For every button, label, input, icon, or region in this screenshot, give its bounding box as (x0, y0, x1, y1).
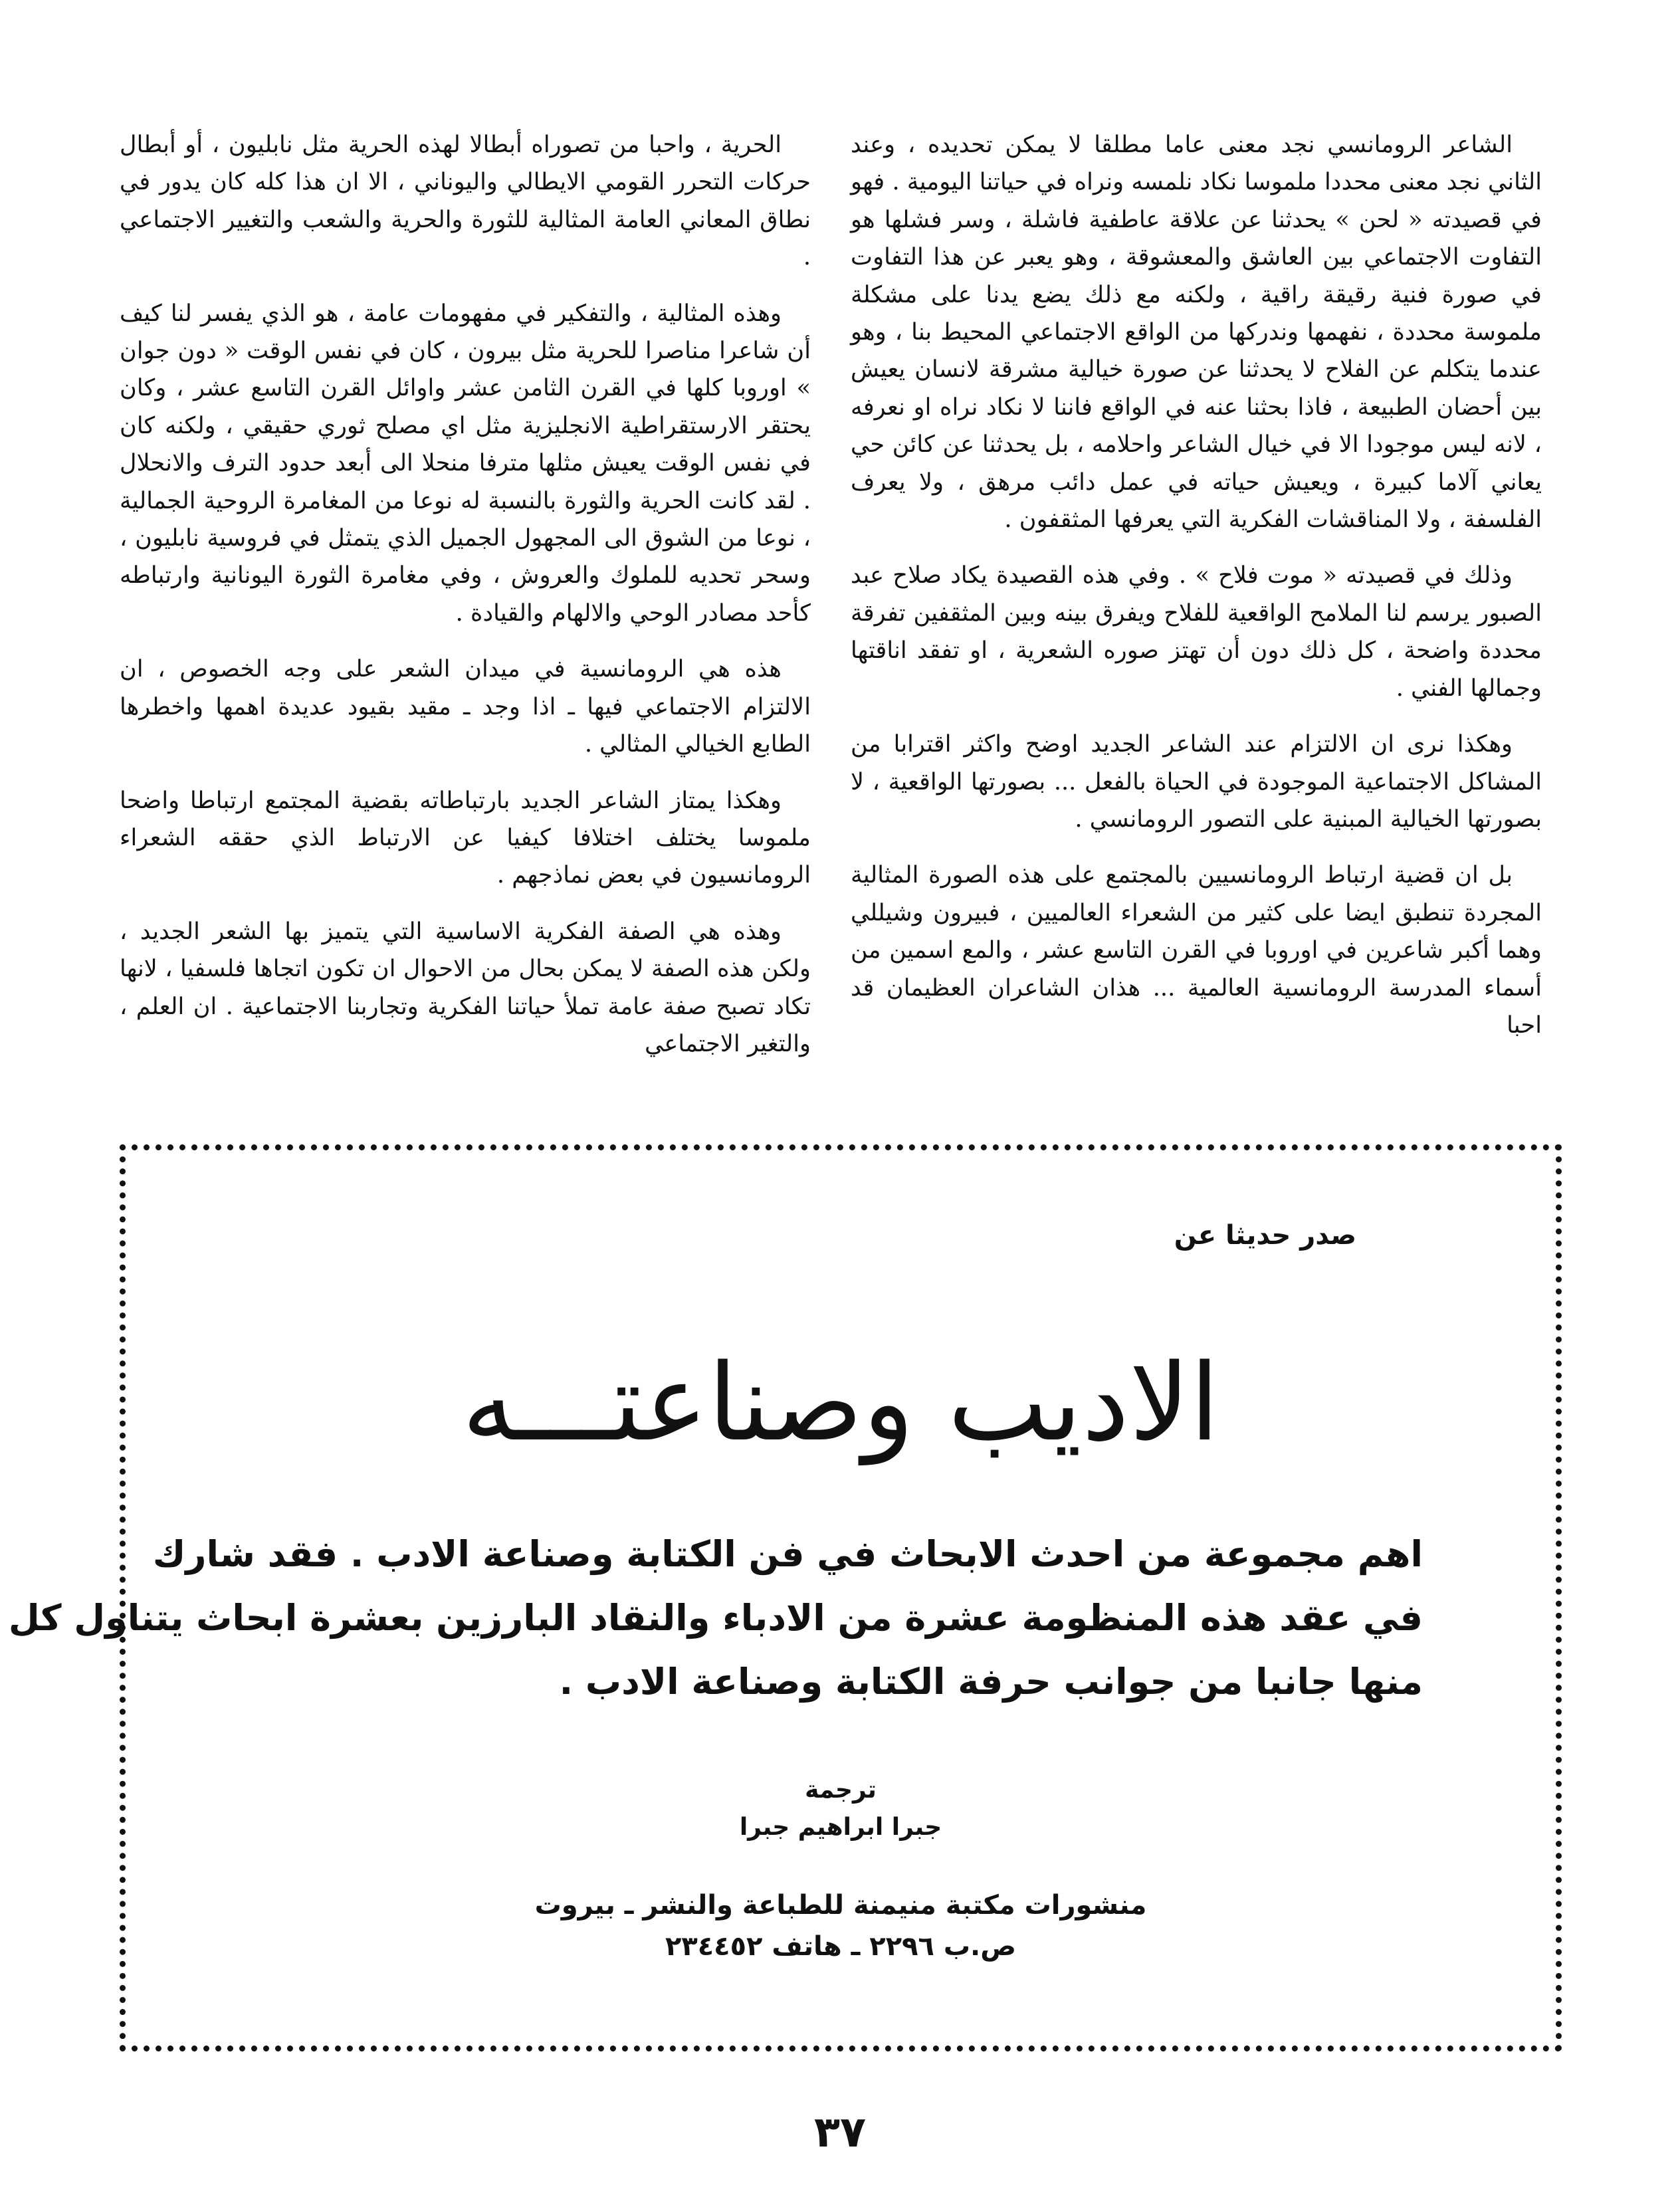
article-paragraph: هذه هي الرومانسية في ميدان الشعر على وجه الخصوص ، ان الالتزام الاجتماعي فيها ـ اذا وجد ـ مقيد بقيود عديدة اهمها واخطرها الطابع الخيالي المثالي . (120, 655, 811, 758)
page-number: ٣٧ (813, 2108, 867, 2157)
article-paragraph: الحرية ، واحبا من تصوراه أبطالا لهذه الحرية مثل نابليون ، أو أبطال حركات التحرر القومي الايطالي واليوناني ، الا ان هذا كله كان يدور في نطاق المعاني العامة المثالية للثورة والحرية والشعب والتغيير الاجتماعي . (120, 131, 811, 271)
publisher-contact: ص.ب ٢٢٩٦ ـ هاتف ٢٣٤٤٥٢ (665, 1931, 1017, 1962)
book-title: الاديب وصناعتـــه (462, 1340, 1219, 1465)
article-paragraph: وهكذا يمتاز الشاعر الجديد بارتباطاته بقضية المجتمع ارتباطا واضحا ملموسا يختلف اختلافا كيفيا عن الارتباط الذي حققه الشعراء الرومانسيون في بعض نماذجهم . (120, 786, 811, 889)
article-right-column (851, 126, 1542, 1063)
book-advertisement-box (8, 1144, 1562, 2051)
book-description (8, 1522, 1423, 1714)
article-paragraph: وهذه هي الصفة الفكرية الاساسية التي يتميز بها الشعر الجديد ، ولكن هذه الصفة لا يمكن بحال من الاحوال ان تكون اتجاها فلسفيا ، لانها تكاد تصبح صفة عامة تملأ حياتنا الفكرية وتجاربنا الاجتماعية . ان العلم ، والتغير الاجتماعي (120, 917, 811, 1057)
article-paragraph: وهذه المثالية ، والتفكير في مفهومات عامة ، هو الذي يفسر لنا كيف أن شاعرا مناصرا للحرية مثل بيرون ، كان في نفس الوقت « دون جوان » اوروبا كلها في القرن الثامن عشر واوائل القرن التاسع عشر ، وكان يحتقر الارستقراطية الانجليزية مثل اي مصلح ثوري حقيقي ، ولكنه كان في نفس الوقت يعيش مثلها مترفا منحلا الى أبعد حدود الترف والانحلال . لقد كانت الحرية والثورة بالنسبة له نوعا من المغامرة الروحية الجمالية ، نوعا من الشوق الى المجهول الجميل الذي يتمثل في فروسية نابليون ، وسحر تحديه للملوك والعروش ، وفي مغامرة الثورة اليونانية وارتباطه كأحد مصادر الوحي والالهام والقيادة . (120, 299, 811, 627)
publisher-info (126, 1885, 1556, 1967)
ad-intro: صدر حديثا عن (1174, 1220, 1356, 1251)
article-left-column (120, 126, 811, 1081)
translation-credit (126, 1772, 1556, 1846)
description-line: منها جانبا من جوانب حرفة الكتابة وصناعة الادب . (559, 1661, 1423, 1703)
article-paragraph: بل ان قضية ارتباط الرومانسيين بالمجتمع على هذه الصورة المثالية المجردة تنطبق ايضا على كثير من الشعراء العالميين ، فبيرون وشيللي وهما أكبر شاعرين في اوروبا في القرن التاسع عشر ، والمع اسمين من أسماء المدرسة الرومانسية العالمية ... هذان الشاعران العظيمان قد احبا (851, 861, 1542, 1039)
translator-name: جبرا ابراهيم جبرا (739, 1814, 942, 1841)
article-paragraph: وهكذا نرى ان الالتزام عند الشاعر الجديد اوضح واكثر اقترابا من المشاكل الاجتماعية الموجودة في الحياة بالفعل ... بصورتها الواقعية ، لا بصورتها الخيالية المبنية على التصور الرومانسي . (851, 730, 1542, 833)
article-paragraph: الشاعر الرومانسي نجد معنى عاما مطلقا لا يمكن تحديده ، وعند الثاني نجد معنى محددا ملموسا نكاد نلمسه ونراه في حياتنا اليومية . فهو في قصيدته « لحن » يحدثنا عن علاقة عاطفية فاشلة ، وسر فشلها هو التفاوت الاجتماعي بين العاشق والمعشوقة ، وهو يعبر عن هذا التفاوت في صورة فنية رقيقة راقية ، ولكنه مع ذلك يضع يدنا على مشكلة ملموسة محددة ، نفهمها وندركها من الواقع الاجتماعي المحيط بنا ، وهو عندما يتكلم عن الفلاح لا يحدثنا عن صورة خيالية مشرقة لانسان يعيش بين أحضان الطبيعة ، فاذا بحثنا عنه في الواقع فاننا لا نكاد نراه او نعرفه ، لانه ليس موجودا الا في خيال الشاعر واحلامه ، بل يحدثنا عن كائن حي يعاني آلاما كبيرة ، ويعيش حياته في عمل دائب مرهق ، ولا يعرف الفلسفة ، ولا المناقشات الفكرية التي يعرفها المثقفون . (851, 131, 1542, 534)
description-line: اهم مجموعة من احدث الابحاث في فن الكتابة وصناعة الادب . فقد شارك (152, 1533, 1423, 1575)
article-paragraph: وذلك في قصيدته « موت فلاح » . وفي هذه القصيدة يكاد صلاح عبد الصبور يرسم لنا الملامح الواقعية للفلاح ويفرق بينه وبين المثقفين تفرقة محددة واضحة ، كل ذلك دون أن تهتز صوره الشعرية ، او تفقد اناقتها وجمالها الفني . (851, 562, 1542, 702)
publisher-name: منشورات مكتبة منيمنة للطباعة والنشر ـ بيروت (534, 1890, 1147, 1921)
translation-label: ترجمة (805, 1776, 877, 1804)
description-line: في عقد هذه المنظومة عشرة من الادباء والنقاد البارزين بعشرة ابحاث يتناول كل (8, 1597, 1423, 1639)
